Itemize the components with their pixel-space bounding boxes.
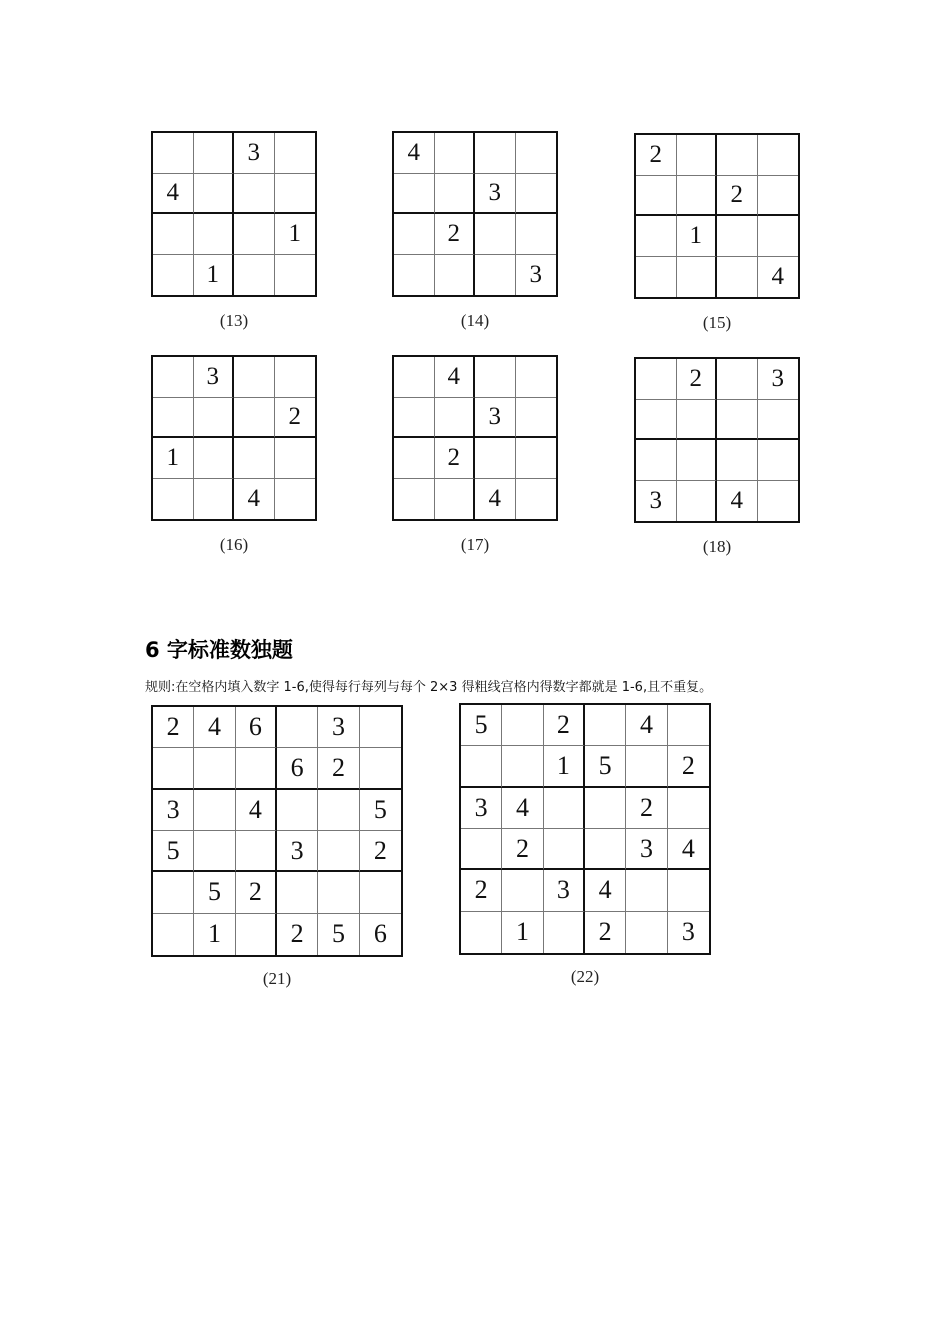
empty-cell[interactable] [461, 829, 502, 870]
empty-cell[interactable] [360, 748, 401, 789]
empty-cell[interactable] [194, 174, 235, 215]
empty-cell[interactable] [475, 357, 516, 398]
given-cell: 6 [373, 919, 387, 949]
empty-cell[interactable] [194, 133, 235, 174]
empty-cell[interactable] [275, 438, 316, 479]
given-cell: 2 [461, 870, 502, 911]
given-cell: 3 [461, 788, 502, 829]
given-cell: 2 [677, 359, 718, 400]
given-cell: 2 [502, 829, 543, 870]
puzzle-label: (13) [219, 311, 249, 330]
empty-cell[interactable] [758, 400, 799, 441]
empty-cell[interactable] [544, 912, 585, 953]
empty-cell[interactable] [394, 214, 435, 255]
given-cell: 4 [236, 790, 277, 831]
empty-cell[interactable] [516, 479, 557, 520]
empty-cell[interactable] [234, 174, 275, 215]
empty-cell[interactable] [236, 914, 277, 955]
empty-cell[interactable] [636, 257, 677, 298]
given-cell: 1 [677, 216, 718, 257]
empty-cell[interactable] [668, 870, 709, 911]
given-cell: 4 [771, 262, 784, 290]
empty-cell[interactable] [636, 400, 677, 441]
given-cell: 2 [318, 748, 359, 789]
empty-cell[interactable] [394, 255, 435, 296]
given-cell: 3 [194, 357, 235, 398]
empty-cell[interactable] [677, 257, 718, 298]
given-cell: 5 [585, 746, 626, 787]
empty-cell[interactable] [585, 788, 626, 829]
empty-cell[interactable] [585, 705, 626, 746]
empty-cell[interactable] [717, 359, 758, 400]
empty-cell[interactable] [758, 135, 799, 176]
puzzle-label: (18) [702, 537, 732, 556]
empty-cell[interactable] [153, 133, 194, 174]
empty-cell[interactable] [475, 133, 516, 174]
empty-cell[interactable] [435, 174, 476, 215]
given-cell: 2 [275, 398, 316, 439]
given-cell: 5 [360, 790, 401, 831]
empty-cell[interactable] [153, 214, 194, 255]
empty-cell[interactable] [516, 398, 557, 439]
empty-cell[interactable] [461, 746, 502, 787]
empty-cell[interactable] [717, 400, 758, 441]
given-cell: 1 [275, 214, 316, 255]
empty-cell[interactable] [153, 748, 194, 789]
empty-cell[interactable] [717, 135, 758, 176]
given-cell: 6 [236, 707, 277, 748]
empty-cell[interactable] [516, 133, 557, 174]
empty-cell[interactable] [636, 359, 677, 400]
given-cell: 2 [236, 872, 277, 913]
empty-cell[interactable] [636, 440, 677, 481]
given-cell: 3 [277, 831, 318, 872]
sudoku-puzzle-14 [392, 131, 558, 336]
sudoku-puzzle-21 [151, 705, 403, 995]
given-cell: 4 [194, 707, 235, 748]
empty-cell[interactable] [194, 831, 235, 872]
empty-cell[interactable] [585, 829, 626, 870]
empty-cell[interactable] [394, 174, 435, 215]
empty-cell[interactable] [717, 216, 758, 257]
sudoku-grid [459, 703, 711, 955]
empty-cell[interactable] [717, 257, 758, 298]
empty-cell[interactable] [636, 216, 677, 257]
given-cell: 4 [475, 479, 516, 520]
given-cell: 1 [153, 438, 194, 479]
empty-cell[interactable] [435, 398, 476, 439]
empty-cell[interactable] [275, 479, 316, 520]
empty-cell[interactable] [275, 133, 316, 174]
empty-cell[interactable] [626, 746, 667, 787]
puzzle-label: (17) [460, 535, 490, 554]
empty-cell[interactable] [544, 829, 585, 870]
empty-cell[interactable] [435, 255, 476, 296]
empty-cell[interactable] [275, 174, 316, 215]
empty-cell[interactable] [394, 479, 435, 520]
empty-cell[interactable] [516, 438, 557, 479]
given-cell: 3 [234, 133, 275, 174]
empty-cell[interactable] [153, 872, 194, 913]
given-cell: 3 [475, 174, 516, 215]
given-cell: 2 [435, 438, 476, 479]
given-cell: 2 [153, 707, 194, 748]
empty-cell[interactable] [318, 831, 359, 872]
sudoku-puzzle-18 [634, 357, 800, 562]
given-cell: 1 [194, 914, 235, 955]
given-cell: 3 [529, 260, 542, 288]
given-cell: 3 [681, 917, 695, 947]
empty-cell[interactable] [194, 790, 235, 831]
empty-cell[interactable] [626, 870, 667, 911]
empty-cell[interactable] [234, 438, 275, 479]
empty-cell[interactable] [153, 255, 194, 296]
empty-cell[interactable] [758, 176, 799, 217]
empty-cell[interactable] [394, 357, 435, 398]
empty-cell[interactable] [758, 481, 799, 522]
empty-cell[interactable] [234, 398, 275, 439]
sudoku-grid [392, 355, 558, 521]
sudoku-puzzle-22 [459, 703, 711, 993]
given-cell: 2 [626, 788, 667, 829]
given-cell: 3 [626, 829, 667, 870]
given-cell: 3 [758, 359, 799, 400]
empty-cell[interactable] [668, 705, 709, 746]
sudoku-grid [151, 705, 403, 957]
empty-cell[interactable] [502, 705, 543, 746]
empty-cell[interactable] [677, 135, 718, 176]
rules-text: 规则:在空格内填入数字 1-6,使得每行每列与每个 2×3 得粗线宫格内得数字都就是 1-6,且不重复。 [145, 680, 713, 695]
empty-cell[interactable] [236, 748, 277, 789]
given-cell: 4 [626, 705, 667, 746]
empty-cell[interactable] [234, 214, 275, 255]
sudoku-grid [392, 131, 558, 297]
empty-cell[interactable] [636, 176, 677, 217]
given-cell: 2 [668, 746, 709, 787]
given-cell: 4 [668, 829, 709, 870]
sudoku-grid [151, 131, 317, 297]
given-cell: 3 [475, 398, 516, 439]
given-cell: 2 [636, 135, 677, 176]
empty-cell[interactable] [544, 788, 585, 829]
empty-cell[interactable] [626, 912, 667, 953]
given-cell: 3 [636, 481, 677, 522]
empty-cell[interactable] [677, 481, 718, 522]
empty-cell[interactable] [435, 479, 476, 520]
empty-cell[interactable] [502, 870, 543, 911]
given-cell: 2 [277, 914, 318, 955]
empty-cell[interactable] [758, 216, 799, 257]
empty-cell[interactable] [194, 479, 235, 520]
puzzle-label: (16) [219, 535, 249, 554]
sudoku-grid [634, 133, 800, 299]
empty-cell[interactable] [234, 357, 275, 398]
given-cell: 4 [394, 133, 435, 174]
empty-cell[interactable] [394, 398, 435, 439]
empty-cell[interactable] [236, 831, 277, 872]
empty-cell[interactable] [516, 214, 557, 255]
sudoku-grid [151, 355, 317, 521]
puzzle-label: (15) [702, 313, 732, 332]
given-cell: 2 [544, 705, 585, 746]
empty-cell[interactable] [277, 790, 318, 831]
given-cell: 4 [234, 479, 275, 520]
empty-cell[interactable] [277, 872, 318, 913]
sudoku-puzzle-16 [151, 355, 317, 560]
empty-cell[interactable] [475, 255, 516, 296]
empty-cell[interactable] [461, 912, 502, 953]
empty-cell[interactable] [153, 398, 194, 439]
empty-cell[interactable] [194, 438, 235, 479]
empty-cell[interactable] [360, 872, 401, 913]
given-cell: 4 [435, 357, 476, 398]
given-cell: 5 [318, 914, 359, 955]
empty-cell[interactable] [275, 357, 316, 398]
empty-cell[interactable] [394, 438, 435, 479]
given-cell: 3 [153, 790, 194, 831]
empty-cell[interactable] [153, 479, 194, 520]
sudoku-grid [634, 357, 800, 523]
empty-cell[interactable] [677, 440, 718, 481]
given-cell: 3 [318, 707, 359, 748]
given-cell: 6 [277, 748, 318, 789]
empty-cell[interactable] [475, 214, 516, 255]
sudoku-puzzle-15 [634, 133, 800, 338]
empty-cell[interactable] [153, 357, 194, 398]
given-cell: 5 [461, 705, 502, 746]
given-cell: 3 [544, 870, 585, 911]
given-cell: 2 [360, 831, 401, 872]
empty-cell[interactable] [318, 790, 359, 831]
section-title: 6 字标准数独题 [145, 638, 293, 662]
given-cell: 4 [502, 788, 543, 829]
empty-cell[interactable] [502, 746, 543, 787]
given-cell: 2 [585, 912, 626, 953]
empty-cell[interactable] [677, 176, 718, 217]
given-cell: 1 [194, 255, 235, 296]
given-cell: 5 [194, 872, 235, 913]
puzzle-label: (21) [262, 969, 292, 988]
empty-cell[interactable] [758, 440, 799, 481]
empty-cell[interactable] [153, 914, 194, 955]
puzzle-label: (14) [460, 311, 490, 330]
empty-cell[interactable] [318, 872, 359, 913]
given-cell: 4 [153, 174, 194, 215]
empty-cell[interactable] [717, 440, 758, 481]
sudoku-puzzle-13 [151, 131, 317, 336]
empty-cell[interactable] [277, 707, 318, 748]
given-cell: 1 [502, 912, 543, 953]
sudoku-puzzle-17 [392, 355, 558, 560]
empty-cell[interactable] [275, 255, 316, 296]
given-cell: 4 [585, 870, 626, 911]
empty-cell[interactable] [194, 748, 235, 789]
given-cell: 2 [717, 176, 758, 217]
empty-cell[interactable] [516, 357, 557, 398]
empty-cell[interactable] [475, 438, 516, 479]
empty-cell[interactable] [435, 133, 476, 174]
empty-cell[interactable] [677, 400, 718, 441]
given-cell: 4 [717, 481, 758, 522]
empty-cell[interactable] [360, 707, 401, 748]
empty-cell[interactable] [516, 174, 557, 215]
empty-cell[interactable] [194, 214, 235, 255]
puzzle-label: (22) [570, 967, 600, 986]
given-cell: 1 [544, 746, 585, 787]
empty-cell[interactable] [194, 398, 235, 439]
given-cell: 5 [153, 831, 194, 872]
empty-cell[interactable] [234, 255, 275, 296]
given-cell: 2 [435, 214, 476, 255]
empty-cell[interactable] [668, 788, 709, 829]
